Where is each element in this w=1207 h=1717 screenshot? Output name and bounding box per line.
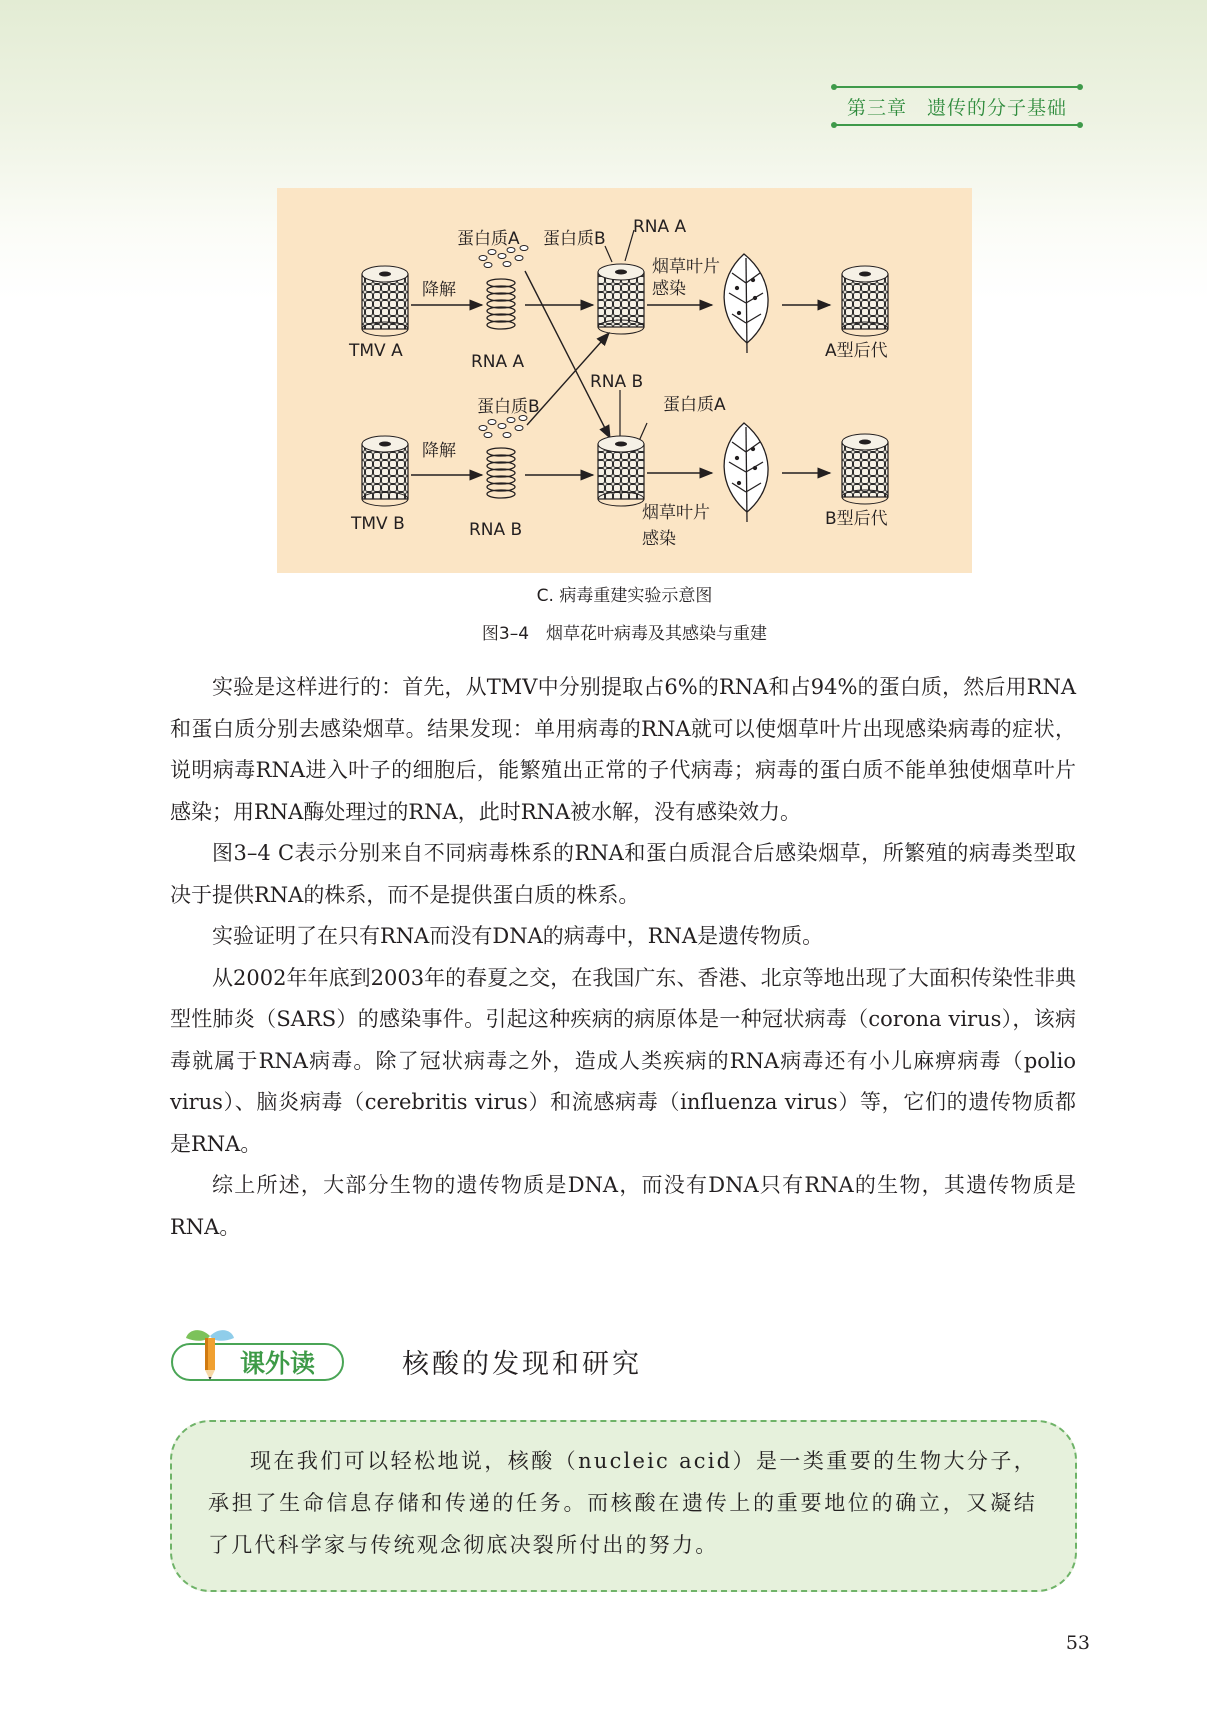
hybrid-virus-b-icon — [598, 436, 644, 506]
rna-b-coil-icon — [487, 448, 515, 498]
label-rna-b-mid: RNA B — [590, 372, 644, 392]
tmv-b-virus-icon — [362, 436, 408, 506]
paragraph-2: 图3–4 C表示分别来自不同病毒株系的RNA和蛋白质混合后感染烟草，所繁殖的病毒类型取决于提供RNA的株系，而不是提供蛋白质的株系。 — [170, 841, 1076, 907]
chapter-header — [834, 86, 1080, 126]
label-tmv-b: TMV B — [351, 514, 405, 534]
tobacco-leaf-a-icon — [724, 254, 768, 353]
label-protein-a-top: 蛋白质A — [457, 229, 520, 249]
label-type-b-offspring: B型后代 — [825, 509, 888, 529]
header-bottom-rule — [834, 124, 1080, 126]
label-type-a-offspring: A型后代 — [825, 341, 888, 361]
label-protein-b-top: 蛋白质B — [543, 229, 606, 249]
label-tmv-a: TMV A — [349, 341, 403, 361]
label-protein-b-mid: 蛋白质B — [477, 397, 540, 417]
protein-b-fragments-icon — [479, 416, 527, 438]
tmv-a-virus-icon — [362, 266, 408, 336]
offspring-b-virus-icon — [842, 434, 888, 504]
chapter-title: 遗传的分子基础 — [927, 96, 1068, 119]
extra-reading-text: 现在我们可以轻松地说，核酸（nucleic acid）是一类重要的生物大分子，承担了生命信息存储和传递的任务。而核酸在遗传上的重要地位的确立，又凝结了几代科学家与传统观念彻底决裂所付出的努力。 — [208, 1449, 1037, 1557]
label-infect-top-1: 烟草叶片 — [652, 257, 720, 277]
tobacco-leaf-b-icon — [724, 423, 768, 522]
label-protein-a-mid: 蛋白质A — [663, 395, 726, 415]
offspring-a-virus-icon — [842, 266, 888, 336]
paragraph-5: 综上所述，大部分生物的遗传物质是DNA，而没有DNA只有RNA的生物，其遗传物质是RNA。 — [170, 1173, 1076, 1239]
figure-subcaption: C. 病毒重建实验示意图 — [536, 586, 713, 606]
extra-reading-header — [168, 1322, 768, 1382]
label-rna-a-top: RNA A — [633, 217, 687, 237]
paragraph-1: 实验是这样进行的：首先，从TMV中分别提取占6%的RNA和占94%的蛋白质，然后用RNA和蛋白质分别去感染烟草。结果发现：单用病毒的RNA就可以使烟草叶片出现感染病毒的症状，说明病毒RNA进入叶子的细胞后，能繁殖出正常的子代病毒；病毒的蛋白质不能单独使烟草叶片感染；用RNA酶处理过的RNA，此时RNA被水解，没有感染效力。 — [170, 675, 1076, 824]
label-infect-top-2: 感染 — [652, 279, 686, 299]
label-infect-bottom-1: 烟草叶片 — [642, 503, 710, 523]
label-degrade-2: 降解 — [422, 441, 456, 461]
pencil-sprout-icon — [180, 1322, 240, 1382]
extra-reading-box — [170, 1420, 1077, 1592]
extra-reading-label: 课外读 — [240, 1349, 316, 1378]
paragraph-3: 实验证明了在只有RNA而没有DNA的病毒中，RNA是遗传物质。 — [212, 924, 824, 948]
paragraph-4: 从2002年年底到2003年的春夏之交，在我国广东、香港、北京等地出现了大面积传染性非典型性肺炎（SARS）的感染事件。引起这种疾病的病原体是一种冠状病毒（corona virus），该病毒就属于RNA病毒。除了冠状病毒之外，造成人类疾病的RNA病毒还有小儿麻痹病毒（polio virus）、脑炎病毒（cerebritis virus）和流感病毒（influenza virus）等，它们的遗传物质都是RNA。 — [170, 965, 1076, 1156]
page-number: 53 — [1065, 1632, 1090, 1654]
virus-reconstruction-figure — [277, 188, 972, 573]
rna-a-coil-icon — [487, 279, 515, 329]
label-degrade-1: 降解 — [422, 280, 456, 300]
figure-caption: 图3–4 烟草花叶病毒及其感染与重建 — [481, 624, 768, 644]
label-infect-bottom-2: 感染 — [642, 529, 676, 549]
body-text — [170, 667, 1076, 1248]
protein-b-pointer — [605, 246, 612, 262]
label-rna-a: RNA A — [471, 352, 525, 372]
header-top-rule — [834, 86, 1080, 88]
label-rna-b: RNA B — [469, 520, 523, 540]
protein-a-pointer — [639, 423, 647, 441]
hybrid-virus-a-icon — [598, 264, 644, 334]
extra-reading-title: 核酸的发现和研究 — [402, 1349, 642, 1380]
chapter-number: 第三章 — [846, 96, 907, 119]
